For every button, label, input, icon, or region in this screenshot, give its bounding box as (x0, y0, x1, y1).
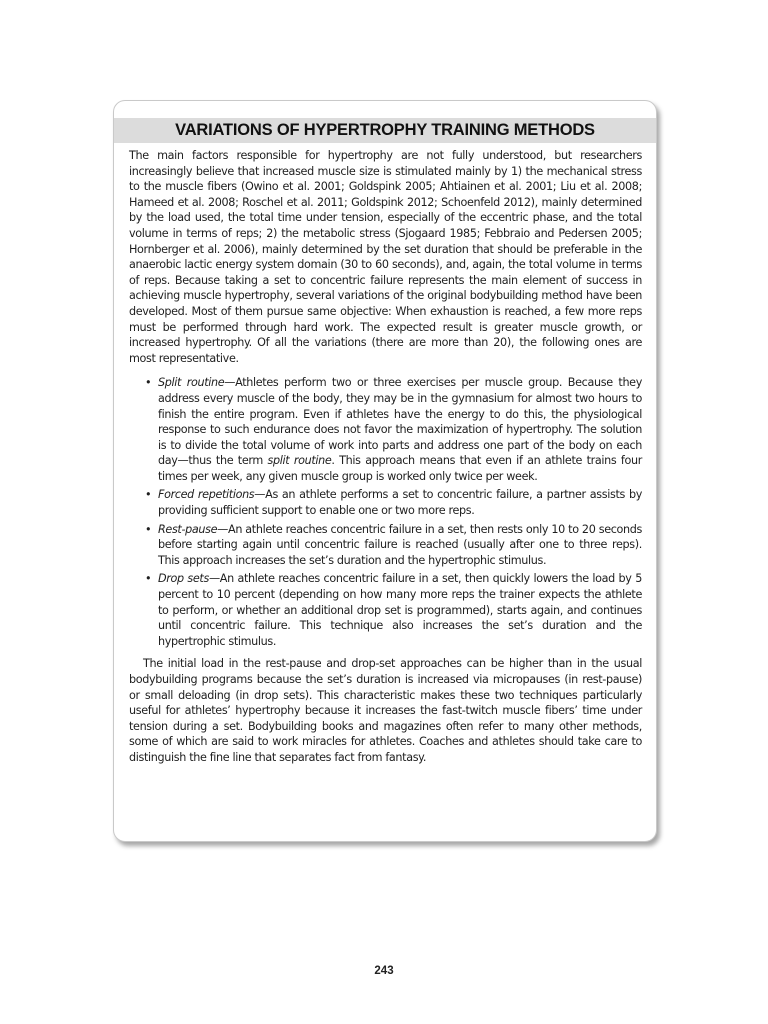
method-description: —Athletes perform two or three exercises per muscle group. Because they address every muscle of the body, they may be in the gymnasium for almost two hours to finish the entire program. Even if athletes have the energy to do this, the physiological response to such endurance does not favor the maximization of hypertrophy. The solution is to divide the total volume of work into parts and address one part of the body on each day—thus the term (158, 376, 642, 468)
bullet-icon: • (145, 522, 152, 536)
bullet-icon: • (145, 376, 152, 390)
list-item (145, 375, 642, 484)
page-number: 243 (374, 965, 394, 977)
intro-paragraph: The main factors responsible for hypertrophy are not fully understood, but researchers increasingly believe that increased muscle size is stimulated mainly by 1) the mechanical stress to the muscle fibers (Owino et al. 2001; Goldspink 2005; Ahtiainen et al. 2001; Liu et al. 2008; Hameed et al. 2008; Roschel et al. 2011; Goldspink 2012; Schoenfeld 2012), mainly determined by the load used, the total time under tension, especially of the eccentric phase, and the total volume in terms of reps; 2) the metabolic stress (Sjogaard 1985; Febbraio and Pedersen 2005; Hornberger et al. 2006), mainly determined by the set duration that should be preferable in the anaerobic lactic energy system domain (30 to 60 seconds), and, again, the total volume in terms of reps. Because taking a set to concentric failure represents the main element of success in achieving muscle hypertrophy, several variations of the original bodybuilding method have been developed. Most of them pursue same objective: When exhaustion is reached, a few more reps must be performed through hard work. The expected result is greater muscle growth, or increased hypertrophy. Of all the variations (there are more than 20), the following ones are most representative. (129, 149, 642, 365)
sidebar-title-bar (114, 118, 656, 143)
sidebar-content (114, 143, 656, 766)
bullet-icon: • (145, 488, 152, 502)
method-term-inline: split routine (267, 454, 332, 468)
method-description-end: . This approach means that even if an athlete trains four times per week, any given muscle group is worked only twice per week. (158, 454, 642, 483)
list-item (145, 571, 642, 649)
method-description: —An athlete reaches concentric failure in a set, then quickly lowers the load by 5 percent to 10 percent (depending on how many more reps the trainer expects the athlete to perform, or whether an additional drop set is programmed), starts again, and continues until concentric failure. This technique also increases the set’s duration and the hypertrophic stimulus. (158, 572, 643, 648)
method-term: Split routine (158, 376, 225, 390)
bullet-icon: • (145, 572, 152, 586)
method-term: Rest-pause (158, 522, 218, 536)
sidebar-title: VARIATIONS OF HYPERTROPHY TRAINING METHODS (175, 121, 595, 139)
method-term: Forced repetitions (158, 488, 255, 502)
method-description: —An athlete reaches concentric failure in a set, then rests only 10 to 20 seconds before starting again until concentric failure is reached (usually after one to three reps). This approach increases the set’s duration and the hypertrophic stimulus. (158, 522, 642, 567)
method-term: Drop sets (158, 572, 209, 586)
method-description: —As an athlete performs a set to concentric failure, a partner assists by providing sufficient support to enable one or two more reps. (158, 488, 642, 518)
list-item (145, 487, 642, 518)
list-item (145, 522, 642, 569)
sidebar-box (113, 100, 657, 842)
methods-list (129, 375, 642, 649)
closing-paragraph: The initial load in the rest-pause and drop-set approaches can be higher than in the usual bodybuilding programs because the set’s duration is increased via micropauses (in rest-pause) or small deloading (in drop sets). This characteristic makes these two techniques particularly useful for athletes’ hypertrophy because it increases the fast-twitch muscle fibers’ time under tension during a set. Bodybuilding books and magazines often refer to many other methods, some of which are said to work miracles for athletes. Coaches and athletes should take care to distinguish the fine line that separates fact from fantasy. (129, 657, 642, 764)
